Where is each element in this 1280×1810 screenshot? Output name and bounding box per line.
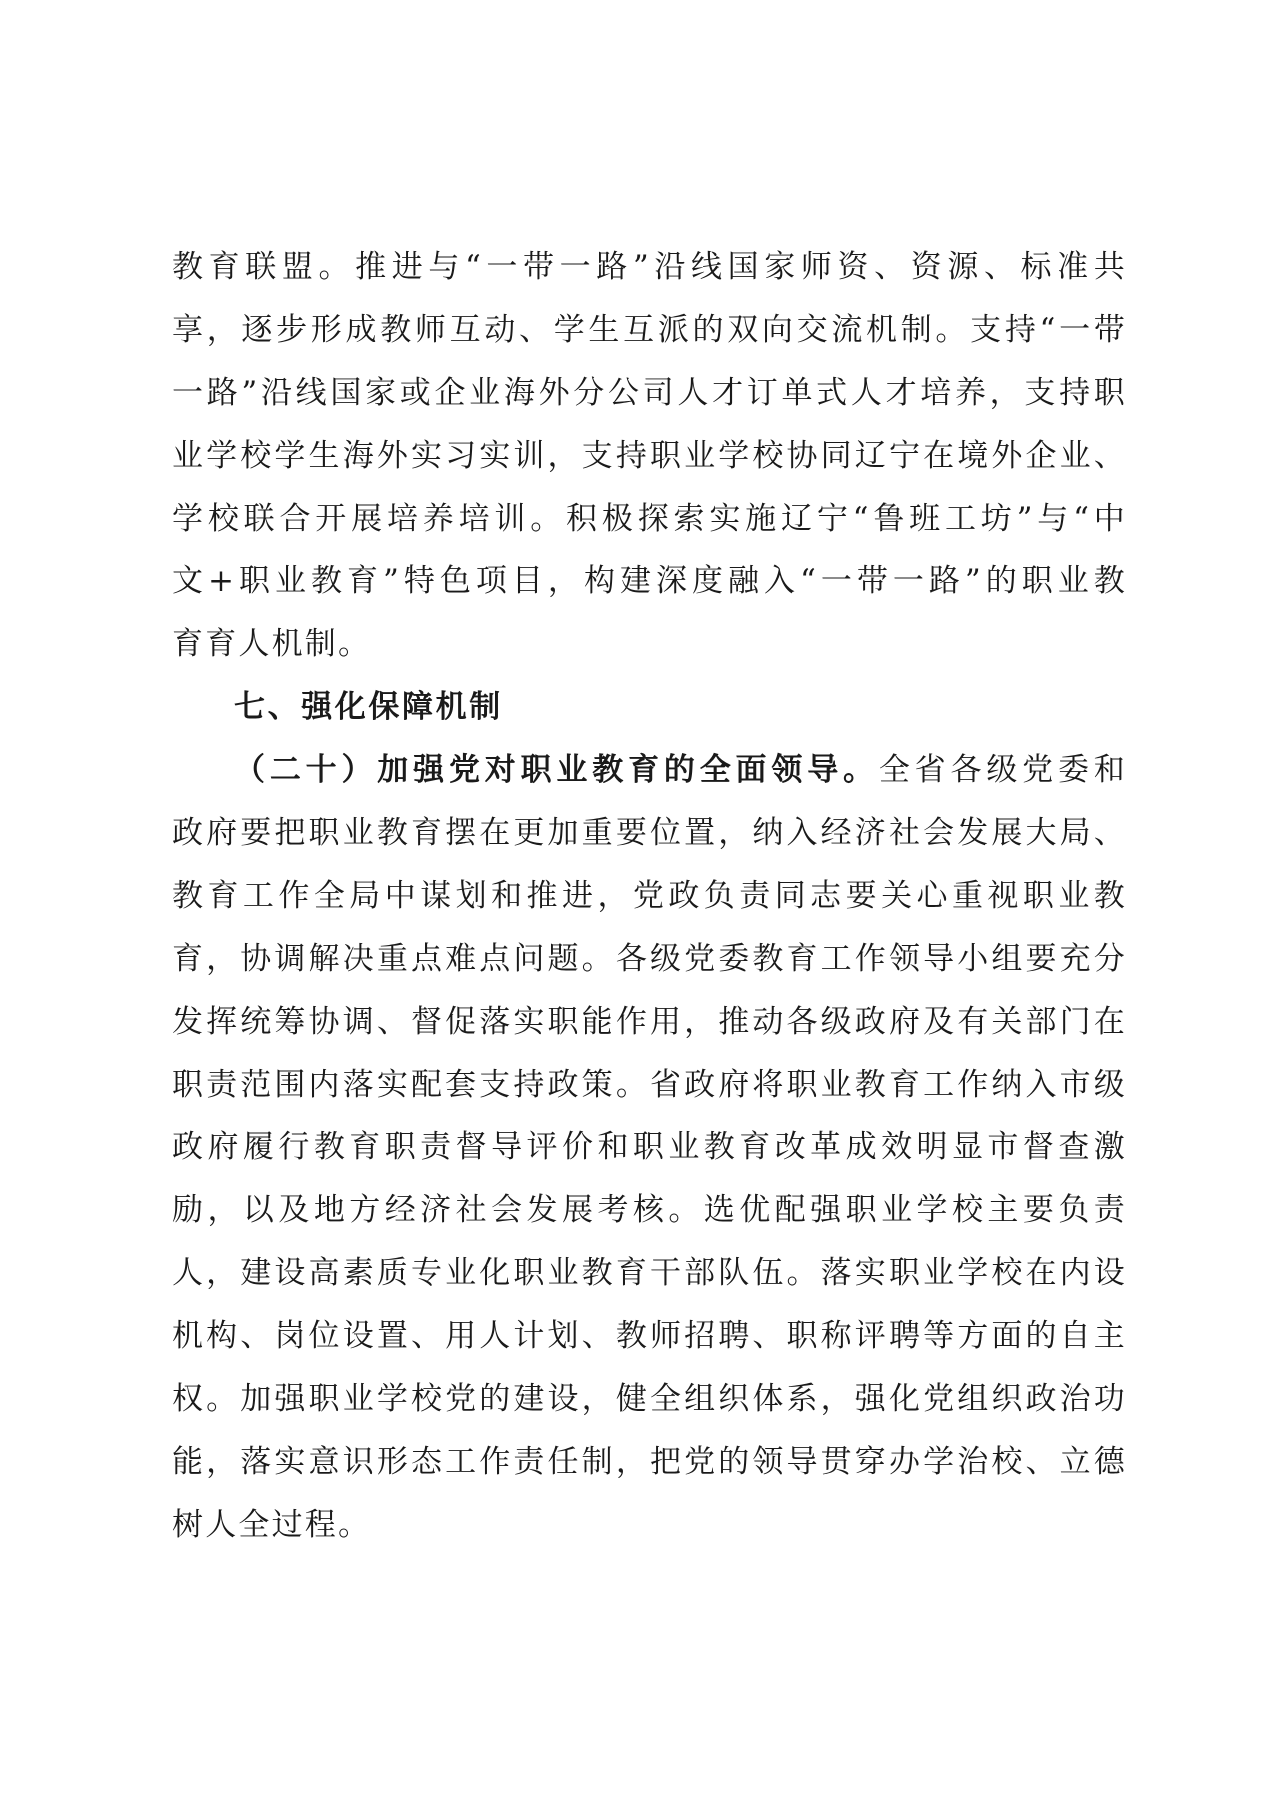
paragraph-lead-rest: 全省各级党委和 xyxy=(878,752,1127,789)
paragraph-line: 权。加强职业学校党的建设，健全组织体系，强化党组织政治功 xyxy=(172,1381,1127,1418)
paragraph-line: 机构、岗位设置、用人计划、教师招聘、职称评聘等方面的自主 xyxy=(172,1318,1127,1355)
paragraph-line: 人，建设高素质专业化职业教育干部队伍。落实职业学校在内设 xyxy=(172,1255,1127,1292)
paragraph-line: 一路”沿线国家或企业海外分公司人才订单式人才培养，支持职 xyxy=(172,374,1127,411)
paragraph-line: 享，逐步形成教师互动、学生互派的双向交流机制。支持“一带 xyxy=(172,311,1127,348)
paragraph-line: 能，落实意识形态工作责任制，把党的领导贯穿办学治校、立德 xyxy=(172,1443,1127,1480)
paragraph-line: 业学校学生海外实习实训，支持职业学校协同辽宁在境外企业、 xyxy=(172,437,1127,474)
paragraph-line: 树人全过程。 xyxy=(172,1506,372,1543)
paragraph-line: 发挥统筹协调、督促落实职能作用，推动各级政府及有关部门在 xyxy=(172,1003,1127,1040)
paragraph-line: 职责范围内落实配套支持政策。省政府将职业教育工作纳入市级 xyxy=(172,1066,1127,1103)
paragraph-line: 育育人机制。 xyxy=(172,626,372,663)
paragraph-line: 文+职业教育”特色项目，构建深度融入“一带一路”的职业教 xyxy=(172,563,1127,600)
section-heading: 七、强化保障机制 xyxy=(234,689,503,726)
paragraph-line: 励，以及地方经济社会发展考核。选优配强职业学校主要负责 xyxy=(172,1192,1127,1229)
paragraph-line: 政府要把职业教育摆在更加重要位置，纳入经济社会发展大局、 xyxy=(172,815,1127,852)
paragraph-line: 政府履行教育职责督导评价和职业教育改革成效明显市督查激 xyxy=(172,1129,1127,1166)
paragraph-lead-title: （二十）加强党对职业教育的全面领导。 xyxy=(234,752,879,789)
paragraph-line: 教育联盟。推进与“一带一路”沿线国家师资、资源、标准共 xyxy=(172,249,1127,285)
document-body xyxy=(172,236,1127,1557)
paragraph-line: 学校联合开展培养培训。积极探索实施辽宁“鲁班工坊”与“中 xyxy=(172,500,1127,537)
paragraph-first-line xyxy=(172,739,1127,802)
paragraph-line: 育，协调解决重点难点问题。各级党委教育工作领导小组要充分 xyxy=(172,940,1127,977)
paragraph-line: 教育工作全局中谋划和推进，党政负责同志要关心重视职业教 xyxy=(172,877,1127,914)
